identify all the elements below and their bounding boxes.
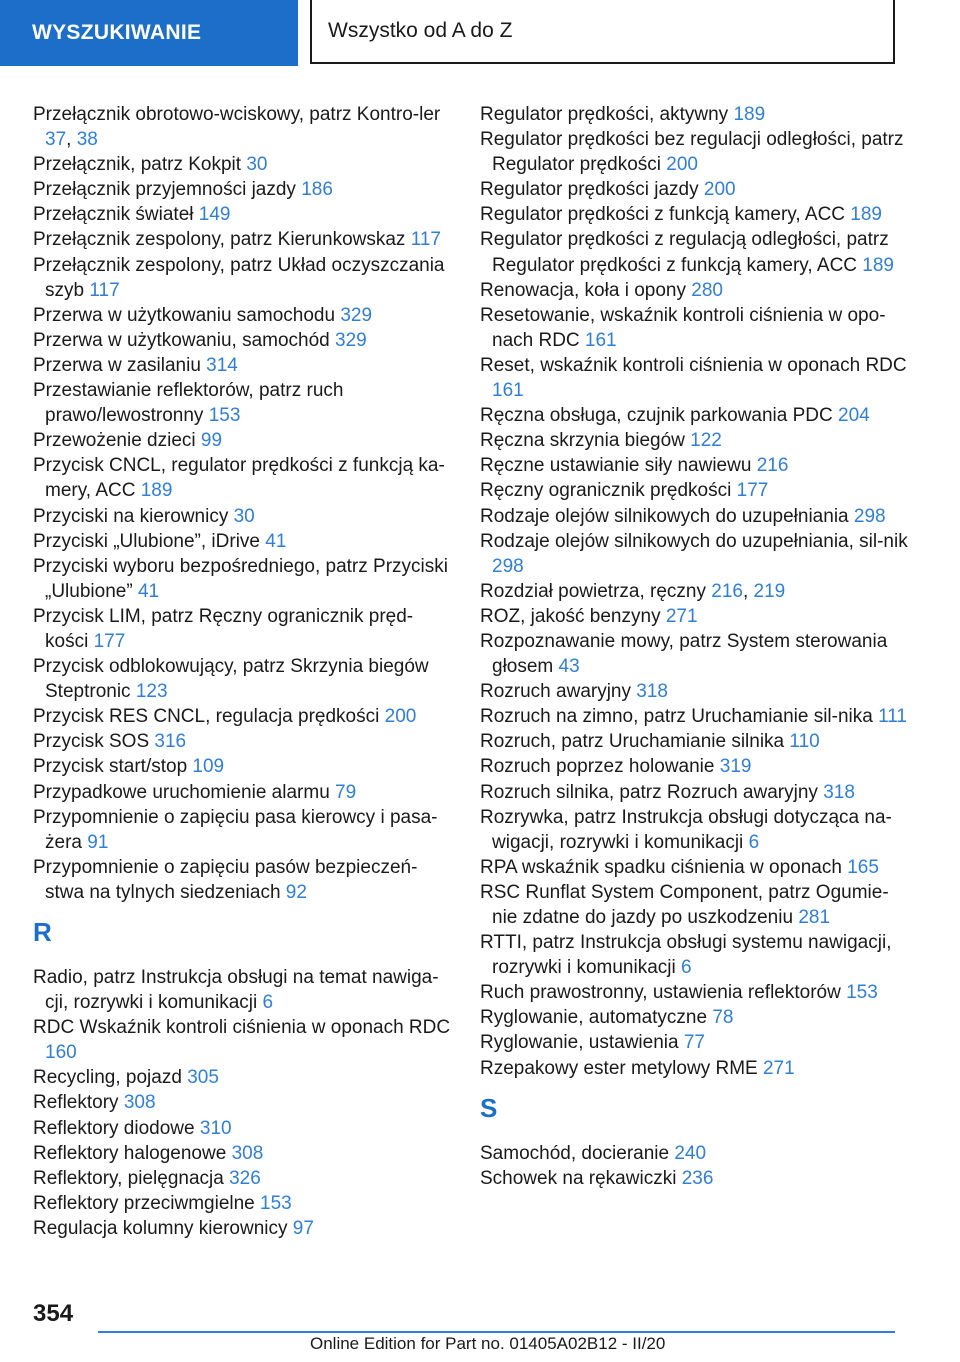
- index-entry: [480, 1166, 910, 1191]
- page-reference-link[interactable]: 186: [301, 179, 333, 201]
- index-entry: [480, 478, 910, 503]
- page-reference-link[interactable]: 204: [838, 405, 870, 427]
- page-reference-link[interactable]: 117: [89, 279, 120, 301]
- index-entry: [33, 227, 453, 252]
- page-reference-link[interactable]: 153: [208, 405, 241, 427]
- index-entry-text: Ręczne ustawianie siły nawiewu: [480, 455, 757, 477]
- index-entry: [480, 1141, 910, 1166]
- page-reference-link[interactable]: 240: [674, 1142, 707, 1164]
- page-reference-link[interactable]: 189: [850, 204, 882, 226]
- index-entry: [480, 102, 910, 127]
- page-reference-link[interactable]: 160: [45, 1042, 77, 1064]
- page-reference-link[interactable]: 165: [847, 856, 879, 878]
- index-entry: [33, 1216, 453, 1241]
- index-entry-text: Przypomnienie o zapięciu pasa kierowcy i pasa-żera: [33, 806, 438, 853]
- page-reference-link[interactable]: 92: [285, 881, 307, 903]
- index-entry-text: Regulator prędkości jazdy: [480, 179, 704, 201]
- index-entry: [33, 1065, 453, 1090]
- index-entry: [480, 529, 910, 579]
- page-reference-link[interactable]: 177: [736, 480, 769, 502]
- index-entry: [480, 453, 910, 478]
- page-reference-link[interactable]: 316: [154, 731, 187, 753]
- page-reference-link[interactable]: 30: [246, 154, 268, 176]
- index-entry: [480, 202, 910, 227]
- index-entry-text: Rozpoznawanie mowy, patrz System sterowania głosem: [480, 630, 888, 678]
- page-reference-link[interactable]: 177: [93, 630, 126, 652]
- page-reference-link[interactable]: 319: [719, 756, 752, 778]
- section-tab: WYSZUKIWANIE: [0, 0, 298, 66]
- index-entry-text: Reflektory przeciwmgielne: [33, 1192, 261, 1214]
- index-entry: [480, 805, 910, 855]
- page-reference-link[interactable]: 236: [681, 1167, 714, 1189]
- index-entry: [33, 855, 453, 905]
- page-reference-link[interactable]: 77: [683, 1032, 705, 1054]
- index-entry: [480, 729, 910, 754]
- footer-edition: Online Edition for Part no. 01405A02B12 - II/20: [310, 1334, 666, 1353]
- index-entry: [480, 227, 910, 277]
- index-entry-text: Reflektory, pielęgnacja: [33, 1167, 230, 1189]
- index-entry-text: RSC Runflat System Component, patrz Ogumie-nie zdatne do jazdy po uszkodzeniu: [480, 881, 889, 928]
- index-entry-text: Rzepakowy ester metylowy RME: [480, 1057, 763, 1079]
- index-entry-text: Przewożenie dzieci: [33, 430, 201, 452]
- page-reference-link[interactable]: 79: [335, 781, 357, 803]
- page-reference-link[interactable]: 41: [265, 530, 287, 552]
- page-reference-link[interactable]: 30: [233, 505, 255, 527]
- index-entry-text: Przycisk odblokowujący, patrz Skrzynia biegów Steptronic: [33, 656, 429, 703]
- index-entry: [480, 1056, 910, 1081]
- page-reference-link[interactable]: 38: [76, 129, 98, 151]
- index-entry-text: Ręczna obsługa, czujnik parkowania PDC: [480, 405, 839, 427]
- index-entry: [480, 754, 910, 779]
- index-entry-text: Przestawianie reflektorów, patrz ruch prawo/lewostronny: [33, 380, 344, 427]
- index-entry-text: Radio, patrz Instrukcja obsługi na temat nawiga-cji, rozrywki i komunikacji: [33, 967, 439, 1014]
- page-reference-link[interactable]: 37: [45, 129, 67, 151]
- index-entry-text: Ruch prawostronny, ustawienia reflektorów: [480, 982, 847, 1004]
- page-reference-link[interactable]: 161: [492, 380, 524, 402]
- page-reference-link[interactable]: 308: [231, 1142, 264, 1164]
- index-entry: [33, 453, 453, 503]
- page-reference-link[interactable]: 109: [192, 756, 225, 778]
- index-entry: [480, 353, 910, 403]
- index-entry: [33, 303, 453, 328]
- index-entry-text: RTTI, patrz Instrukcja obsługi systemu nawigacji, rozrywki i komunikacji: [480, 932, 892, 979]
- index-entry-text: Regulator prędkości z funkcją kamery, ACC: [480, 204, 851, 226]
- index-entry: [33, 428, 453, 453]
- index-entry: [33, 965, 453, 1015]
- page-reference-link[interactable]: 189: [733, 104, 766, 125]
- page-reference-link[interactable]: 329: [340, 304, 373, 326]
- page-reference-link[interactable]: 318: [823, 781, 855, 803]
- page-reference-link[interactable]: 219: [753, 580, 786, 602]
- page-reference-link[interactable]: 43: [558, 656, 580, 678]
- page-reference-link[interactable]: 280: [691, 279, 723, 301]
- index-entry-text: Przycisk RES CNCL, regulacja prędkości: [33, 706, 385, 728]
- index-entry: [480, 278, 910, 303]
- page-reference-link[interactable]: 305: [187, 1067, 219, 1089]
- index-entry-text: Regulator prędkości bez regulacji odległości, patrz Regulator prędkości: [480, 129, 904, 176]
- page-reference-link[interactable]: 189: [862, 254, 894, 276]
- page-reference-link[interactable]: 153: [260, 1192, 292, 1214]
- index-entry: [33, 202, 453, 227]
- index-entry-text: ROZ, jakość benzyny: [480, 605, 666, 627]
- index-entry: [33, 529, 453, 554]
- index-entry-text: Rozruch awaryjny: [480, 681, 637, 703]
- page-reference-link[interactable]: 123: [135, 681, 168, 703]
- index-entry: Rozdział powietrza, ręczny 216, 219: [480, 580, 786, 602]
- page-reference-link[interactable]: 281: [798, 907, 831, 928]
- page-reference-link[interactable]: 91: [87, 831, 109, 853]
- index-entry-text: Ryglowanie, ustawienia: [480, 1032, 684, 1054]
- chapter-title: Wszystko od A do Z: [310, 0, 895, 64]
- page-header: [0, 0, 960, 66]
- index-entry: [480, 303, 910, 353]
- index-column-right: [480, 102, 910, 1191]
- index-letter-heading: S: [480, 1092, 498, 1123]
- index-entry-text: Przerwa w użytkowaniu, samochód: [33, 329, 336, 351]
- index-entry: [33, 177, 453, 202]
- index-entry: [33, 1191, 453, 1216]
- index-entry-text: Rozrywka, patrz Instrukcja obsługi dotycząca na-wigacji, rozrywki i komunikacji: [480, 806, 892, 853]
- page-reference-link[interactable]: 189: [140, 480, 173, 502]
- index-entry-text: Ręczna skrzynia biegów: [480, 430, 691, 452]
- index-entry-text: Przełącznik, patrz Kokpit: [33, 154, 247, 176]
- index-entry: [480, 1005, 910, 1030]
- page-reference-link[interactable]: 6: [748, 831, 760, 853]
- index-entry-text: Reflektory: [33, 1092, 124, 1114]
- page-reference-link[interactable]: 111: [878, 706, 907, 728]
- index-entry: Przełącznik obrotowo-wciskowy, patrz Kontro-ler 37, 38: [33, 104, 441, 151]
- index-entry-text: Schowek na rękawiczki: [480, 1167, 682, 1189]
- page-reference-link[interactable]: 117: [410, 229, 441, 251]
- index-entry: [33, 754, 453, 779]
- index-entry-text: Samochód, docieranie: [480, 1142, 675, 1164]
- index-entry-text: Ryglowanie, automatyczne: [480, 1007, 713, 1029]
- index-entry: [480, 127, 910, 177]
- index-entry: [480, 880, 910, 930]
- page-reference-link[interactable]: 41: [137, 580, 160, 602]
- index-entry-text: Przypomnienie o zapięciu pasów bezpieczeń-stwa na tylnych siedzeniach: [33, 856, 418, 903]
- index-entry-text: Regulator prędkości, aktywny: [480, 104, 734, 125]
- index-entry: [480, 780, 910, 805]
- index-entry-text: Reflektory halogenowe: [33, 1142, 232, 1164]
- index-entry-text: Przyciski „Ulubione”, iDrive: [33, 530, 266, 552]
- index-entry-text: RDC Wskaźnik kontroli ciśnienia w oponach RDC: [33, 1017, 451, 1039]
- index-entry: [33, 805, 453, 855]
- index-entry: [480, 629, 910, 679]
- page-reference-link[interactable]: 122: [690, 430, 722, 452]
- index-entry-text: Przerwa w użytkowaniu samochodu: [33, 304, 341, 326]
- page-reference-link[interactable]: 318: [636, 681, 668, 703]
- index-entry: [33, 780, 453, 805]
- index-entry: [480, 604, 910, 629]
- index-entry-text: Rozruch, patrz Uruchamianie silnika: [480, 731, 790, 753]
- index-entry: [33, 604, 453, 654]
- index-entry: [480, 428, 910, 453]
- page-reference-link[interactable]: 6: [680, 957, 692, 979]
- page-reference-link[interactable]: 6: [262, 992, 274, 1014]
- footer-divider: [98, 1331, 895, 1333]
- index-entry-text: Przełącznik zespolony, patrz Układ oczyszczania szyb: [33, 254, 445, 301]
- index-column-left: [33, 102, 453, 1241]
- index-entry: [33, 704, 453, 729]
- index-entry-text: Przypadkowe uruchomienie alarmu: [33, 781, 336, 803]
- index-entry: [33, 1166, 453, 1191]
- index-entry-text: Przycisk start/stop: [33, 756, 193, 778]
- page-reference-link[interactable]: 149: [198, 204, 231, 226]
- index-entry-text: Rodzaje olejów silnikowych do uzupełniania, sil-nik: [480, 530, 908, 552]
- index-entry-text: Reflektory diodowe: [33, 1117, 200, 1139]
- index-entry: [480, 177, 910, 202]
- page-reference-link[interactable]: 200: [384, 706, 417, 728]
- index-entry-text: Rozruch poprzez holowanie: [480, 756, 720, 778]
- page-reference-link[interactable]: 308: [123, 1092, 156, 1114]
- index-entry-text: Regulator prędkości z regulacją odległości, patrz Regulator prędkości z funkcją kamery, ACC: [480, 229, 889, 276]
- index-entry-text: Przerwa w zasilaniu: [33, 354, 207, 376]
- page-reference-link[interactable]: 97: [292, 1217, 314, 1239]
- page-reference-link[interactable]: 216: [711, 580, 743, 602]
- index-entry: [33, 1090, 453, 1115]
- index-entry: [33, 353, 453, 378]
- index-entry: [33, 253, 453, 303]
- index-entry-text: Przełącznik przyjemności jazdy: [33, 179, 302, 201]
- page-reference-link[interactable]: 298: [853, 505, 886, 527]
- page-reference-link[interactable]: 326: [229, 1167, 261, 1189]
- index-entry: [480, 704, 910, 729]
- index-entry-text: Rodzaje olejów silnikowych do uzupełniania: [480, 505, 854, 527]
- index-entry-text: Przycisk SOS: [33, 731, 155, 753]
- page-reference-link[interactable]: 161: [584, 329, 617, 351]
- index-entry: [33, 1116, 453, 1141]
- page-reference-link[interactable]: 110: [789, 731, 820, 753]
- page-reference-link[interactable]: 314: [206, 354, 238, 376]
- index-entry: [33, 1141, 453, 1166]
- index-entry-text: Renowacja, koła i opony: [480, 279, 692, 301]
- page-reference-link[interactable]: 200: [703, 179, 736, 201]
- page-reference-link[interactable]: 78: [712, 1007, 734, 1029]
- index-entry-text: Przyciski wyboru bezpośredniego, patrz Przyciski „Ulubione”: [33, 555, 448, 602]
- index-entry: [33, 152, 453, 177]
- index-entry: [33, 504, 453, 529]
- index-entry-text: Resetowanie, wskaźnik kontroli ciśnienia w opo-nach RDC: [480, 304, 886, 351]
- index-entry: [480, 855, 910, 880]
- page-reference-link[interactable]: 329: [335, 329, 367, 351]
- page-number: 354: [33, 1300, 74, 1327]
- index-entry: [480, 980, 910, 1005]
- index-letter-heading: R: [33, 917, 52, 947]
- index-entry: [33, 328, 453, 353]
- index-entry: [33, 729, 453, 754]
- page-reference-link[interactable]: 216: [756, 455, 789, 477]
- page-reference-link[interactable]: 200: [666, 154, 698, 176]
- index-entry-text: Przełącznik obrotowo-wciskowy, patrz Kontro-ler: [33, 104, 441, 125]
- index-entry-text: Rozdział powietrza, ręczny: [480, 580, 712, 602]
- page-reference-link[interactable]: 99: [200, 430, 223, 452]
- page-reference-link[interactable]: 298: [492, 555, 524, 577]
- page-reference-link[interactable]: 153: [846, 982, 878, 1004]
- index-entry-text: Recycling, pojazd: [33, 1067, 188, 1089]
- index-entry-text: Regulacja kolumny kierownicy: [33, 1217, 293, 1239]
- index-entry: [480, 504, 910, 529]
- index-entry-text: Przycisk CNCL, regulator prędkości z funkcją ka-mery, ACC: [33, 455, 445, 502]
- index-entry: [480, 679, 910, 704]
- index-entry: [33, 654, 453, 704]
- page-reference-link[interactable]: 271: [762, 1057, 795, 1079]
- index-entry-text: Przycisk LIM, patrz Ręczny ogranicznik pręd-kości: [33, 605, 414, 652]
- index-entry: [480, 1030, 910, 1055]
- index-entry: [33, 1015, 453, 1065]
- page-reference-link[interactable]: 271: [665, 605, 698, 627]
- index-entry-text: Ręczny ogranicznik prędkości: [480, 480, 737, 502]
- index-entry-text: Przyciski na kierownicy: [33, 505, 234, 527]
- index-entry: [33, 554, 453, 604]
- index-entry-text: RPA wskaźnik spadku ciśnienia w oponach: [480, 856, 848, 878]
- index-entry-text: Reset, wskaźnik kontroli ciśnienia w oponach RDC: [480, 354, 907, 376]
- page-reference-link[interactable]: 310: [199, 1117, 232, 1139]
- index-entry: [480, 403, 910, 428]
- index-entry-text: Przełącznik świateł: [33, 204, 199, 226]
- index-entry-text: Przełącznik zespolony, patrz Kierunkowskaz: [33, 229, 411, 251]
- index-entry-text: Rozruch silnika, patrz Rozruch awaryjny: [480, 781, 824, 803]
- index-entry-text: Rozruch na zimno, patrz Uruchamianie sil-nika: [480, 706, 879, 728]
- index-entry: [480, 930, 910, 980]
- index-entry: [33, 378, 453, 428]
